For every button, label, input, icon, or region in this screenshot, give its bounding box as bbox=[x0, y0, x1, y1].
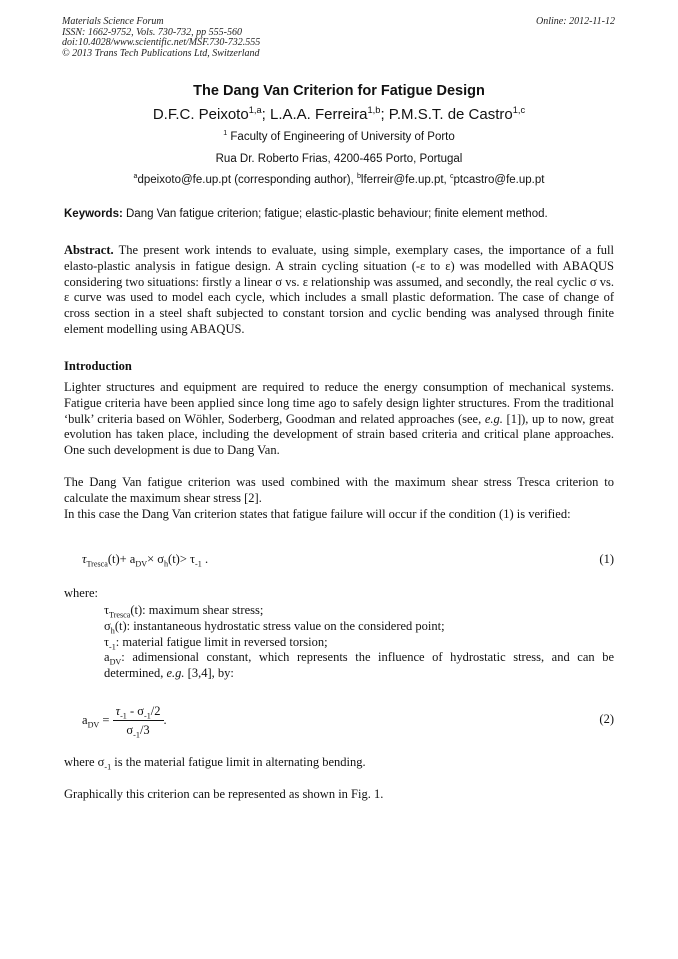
copyright-line: © 2013 Trans Tech Publications Ltd, Switzerland bbox=[62, 47, 260, 59]
def-text: [3,4], by: bbox=[184, 666, 234, 681]
intro-paragraph-1 bbox=[64, 380, 614, 459]
keywords-text: Dang Van fatigue criterion; fatigue; elastic-plastic behaviour; finite element method. bbox=[122, 208, 548, 220]
email-sup-b: b bbox=[356, 172, 361, 181]
intro-p1-text-end: [1]), up to now, great evolution has taken place, including the development of strain based criteria and critical plane approaches. One such development is due to Dang Van. bbox=[64, 411, 614, 458]
eg-italic: e.g. bbox=[166, 666, 185, 681]
affiliation-num: 1 bbox=[223, 129, 228, 138]
eq-sub: -1 bbox=[144, 711, 151, 721]
author-2-sup: 1,b bbox=[367, 105, 381, 115]
closing-paragraph-1 bbox=[64, 755, 614, 771]
abstract-text: The present work intends to evaluate, using simple, exemplary cases, the importance of a full elasto-plastic analysis in fatigue design. A strain cycling situation (-ε to ε) was modelled with ABAQUS considering two situations: firstly a linear σ vs. ε relationship was assumed, and secondly, the real cyclic σ vs. ε curve was used to model each cycle, which includes a small plastic deformation. The case of change of cross section in a steel shaft subjected to constant torsion and cyclic bending was analysed through finite element modelling using ABAQUS. bbox=[64, 243, 614, 336]
eq-text: - σ bbox=[126, 704, 144, 718]
eq-lhs: a bbox=[82, 712, 88, 727]
eq-text: × σ bbox=[147, 552, 164, 566]
author-line bbox=[0, 106, 678, 123]
def-symbol: σ bbox=[104, 618, 111, 633]
closing-sub: -1 bbox=[104, 762, 112, 772]
equation-1-number: (1) bbox=[599, 552, 614, 566]
eq-text: /3 bbox=[139, 723, 150, 737]
definition-item bbox=[104, 650, 614, 682]
eq-tau: τ bbox=[115, 704, 121, 718]
email-sup-c: c bbox=[449, 172, 454, 181]
author-sep: ; bbox=[380, 106, 389, 123]
eq-text: . bbox=[163, 712, 167, 727]
email-sup-a: a bbox=[133, 172, 138, 181]
issn-line: ISSN: 1662-9752, Vols. 730-732, pp 555-560 bbox=[62, 26, 242, 38]
definition-item bbox=[104, 635, 614, 651]
eq-sub: Tresca bbox=[86, 559, 108, 569]
fraction-denominator bbox=[113, 721, 164, 738]
intro-paragraph-3: In this case the Dang Van criterion states that fatigue failure will occur if the condition (1) is verified: bbox=[64, 507, 571, 521]
def-sub: DV bbox=[109, 657, 122, 667]
eq-sub: -1 bbox=[120, 711, 127, 721]
closing-paragraph-2: Graphically this criterion can be represented as shown in Fig. 1. bbox=[64, 787, 384, 801]
intro-p1-text: Lighter structures and equipment are required to reduce the energy consumption of mechanical systems. Fatigue criteria have been applied since long time ago to safely design lighter structures. From the traditional ‘bulk’ criteria based on Wöhler, Soderberg, Goodman and related approaches (see, bbox=[64, 380, 614, 426]
email-c[interactable]: ptcastro@fe.up.pt bbox=[453, 174, 545, 186]
keywords bbox=[64, 208, 614, 220]
abstract-label: Abstract. bbox=[64, 243, 114, 257]
abstract bbox=[64, 243, 614, 338]
affiliation-line-1 bbox=[0, 131, 678, 143]
eq-text: (t)+ a bbox=[107, 552, 136, 566]
eq-sub: -1 bbox=[195, 559, 202, 569]
where-label: where: bbox=[64, 586, 99, 600]
email-line bbox=[0, 174, 678, 186]
def-text: : adimensional constant, which represents the influence of hydrostatic stress, and can be determined, bbox=[104, 650, 614, 681]
equation-2-fraction bbox=[113, 704, 164, 738]
section-heading-introduction: Introduction bbox=[64, 359, 132, 373]
definition-item bbox=[104, 619, 614, 635]
eq-tau: τ bbox=[82, 552, 87, 566]
closing-text: where σ bbox=[64, 755, 105, 769]
def-symbol: τ bbox=[104, 634, 110, 649]
author-sep: ; bbox=[261, 106, 270, 123]
page-header bbox=[62, 17, 615, 59]
def-text: (t): maximum shear stress; bbox=[130, 603, 264, 617]
equation-1 bbox=[82, 552, 614, 567]
online-date: Online: 2012-11-12 bbox=[536, 16, 615, 27]
def-symbol: a bbox=[104, 650, 110, 665]
doi-line: doi:10.4028/www.scientific.net/MSF.730-732.555 bbox=[62, 37, 261, 48]
definitions-list bbox=[104, 603, 614, 682]
fraction-numerator bbox=[113, 704, 164, 721]
def-sub: Tresca bbox=[109, 610, 131, 620]
author-2: L.A.A. Ferreira bbox=[269, 106, 368, 123]
eq-text: /2 bbox=[150, 704, 161, 718]
keywords-label: Keywords: bbox=[64, 208, 123, 220]
author-3-sup: 1,c bbox=[512, 105, 526, 115]
def-text: (t): instantaneous hydrostatic stress value on the considered point; bbox=[114, 618, 445, 633]
eq-text: σ bbox=[126, 723, 134, 737]
eg-italic: e.g. bbox=[484, 411, 503, 426]
definition-item bbox=[104, 603, 614, 619]
eq-text: . bbox=[201, 552, 209, 566]
equation-2 bbox=[82, 704, 614, 738]
eq-text: = bbox=[99, 712, 110, 727]
email-a[interactable]: dpeixoto@fe.up.pt (corresponding author), bbox=[137, 174, 357, 186]
equation-2-number: (2) bbox=[599, 712, 614, 726]
def-sub: -1 bbox=[109, 642, 116, 652]
paper-title: The Dang Van Criterion for Fatigue Design bbox=[193, 83, 485, 99]
intro-paragraph-2: The Dang Van fatigue criterion was used combined with the maximum shear stress Tresca criterion to calculate the maximum shear stress [2]. bbox=[64, 475, 614, 505]
equation-1-body bbox=[82, 552, 209, 569]
eq-text: (t)> τ bbox=[168, 552, 196, 566]
journal-name: Materials Science Forum bbox=[62, 16, 164, 27]
affiliation-line-2: Rua Dr. Roberto Frias, 4200-465 Porto, Portugal bbox=[215, 153, 463, 165]
affiliation-text: Faculty of Engineering of University of Porto bbox=[227, 131, 455, 143]
def-symbol: τ bbox=[104, 603, 110, 617]
closing-text: is the material fatigue limit in alternating bending. bbox=[111, 755, 366, 769]
eq-sub: DV bbox=[135, 559, 148, 569]
author-1-sup: 1,a bbox=[248, 105, 262, 115]
author-3: P.M.S.T. de Castro bbox=[388, 106, 513, 123]
def-text: : material fatigue limit in reversed torsion; bbox=[115, 634, 328, 649]
author-1: D.F.C. Peixoto bbox=[152, 106, 249, 123]
email-b[interactable]: lferreir@fe.up.pt, bbox=[360, 174, 450, 186]
def-sub: h bbox=[110, 626, 115, 636]
eq-sub: h bbox=[163, 559, 169, 569]
equation-2-body bbox=[82, 704, 167, 740]
eq-sub: -1 bbox=[133, 730, 140, 740]
eq-sub: DV bbox=[87, 720, 100, 730]
